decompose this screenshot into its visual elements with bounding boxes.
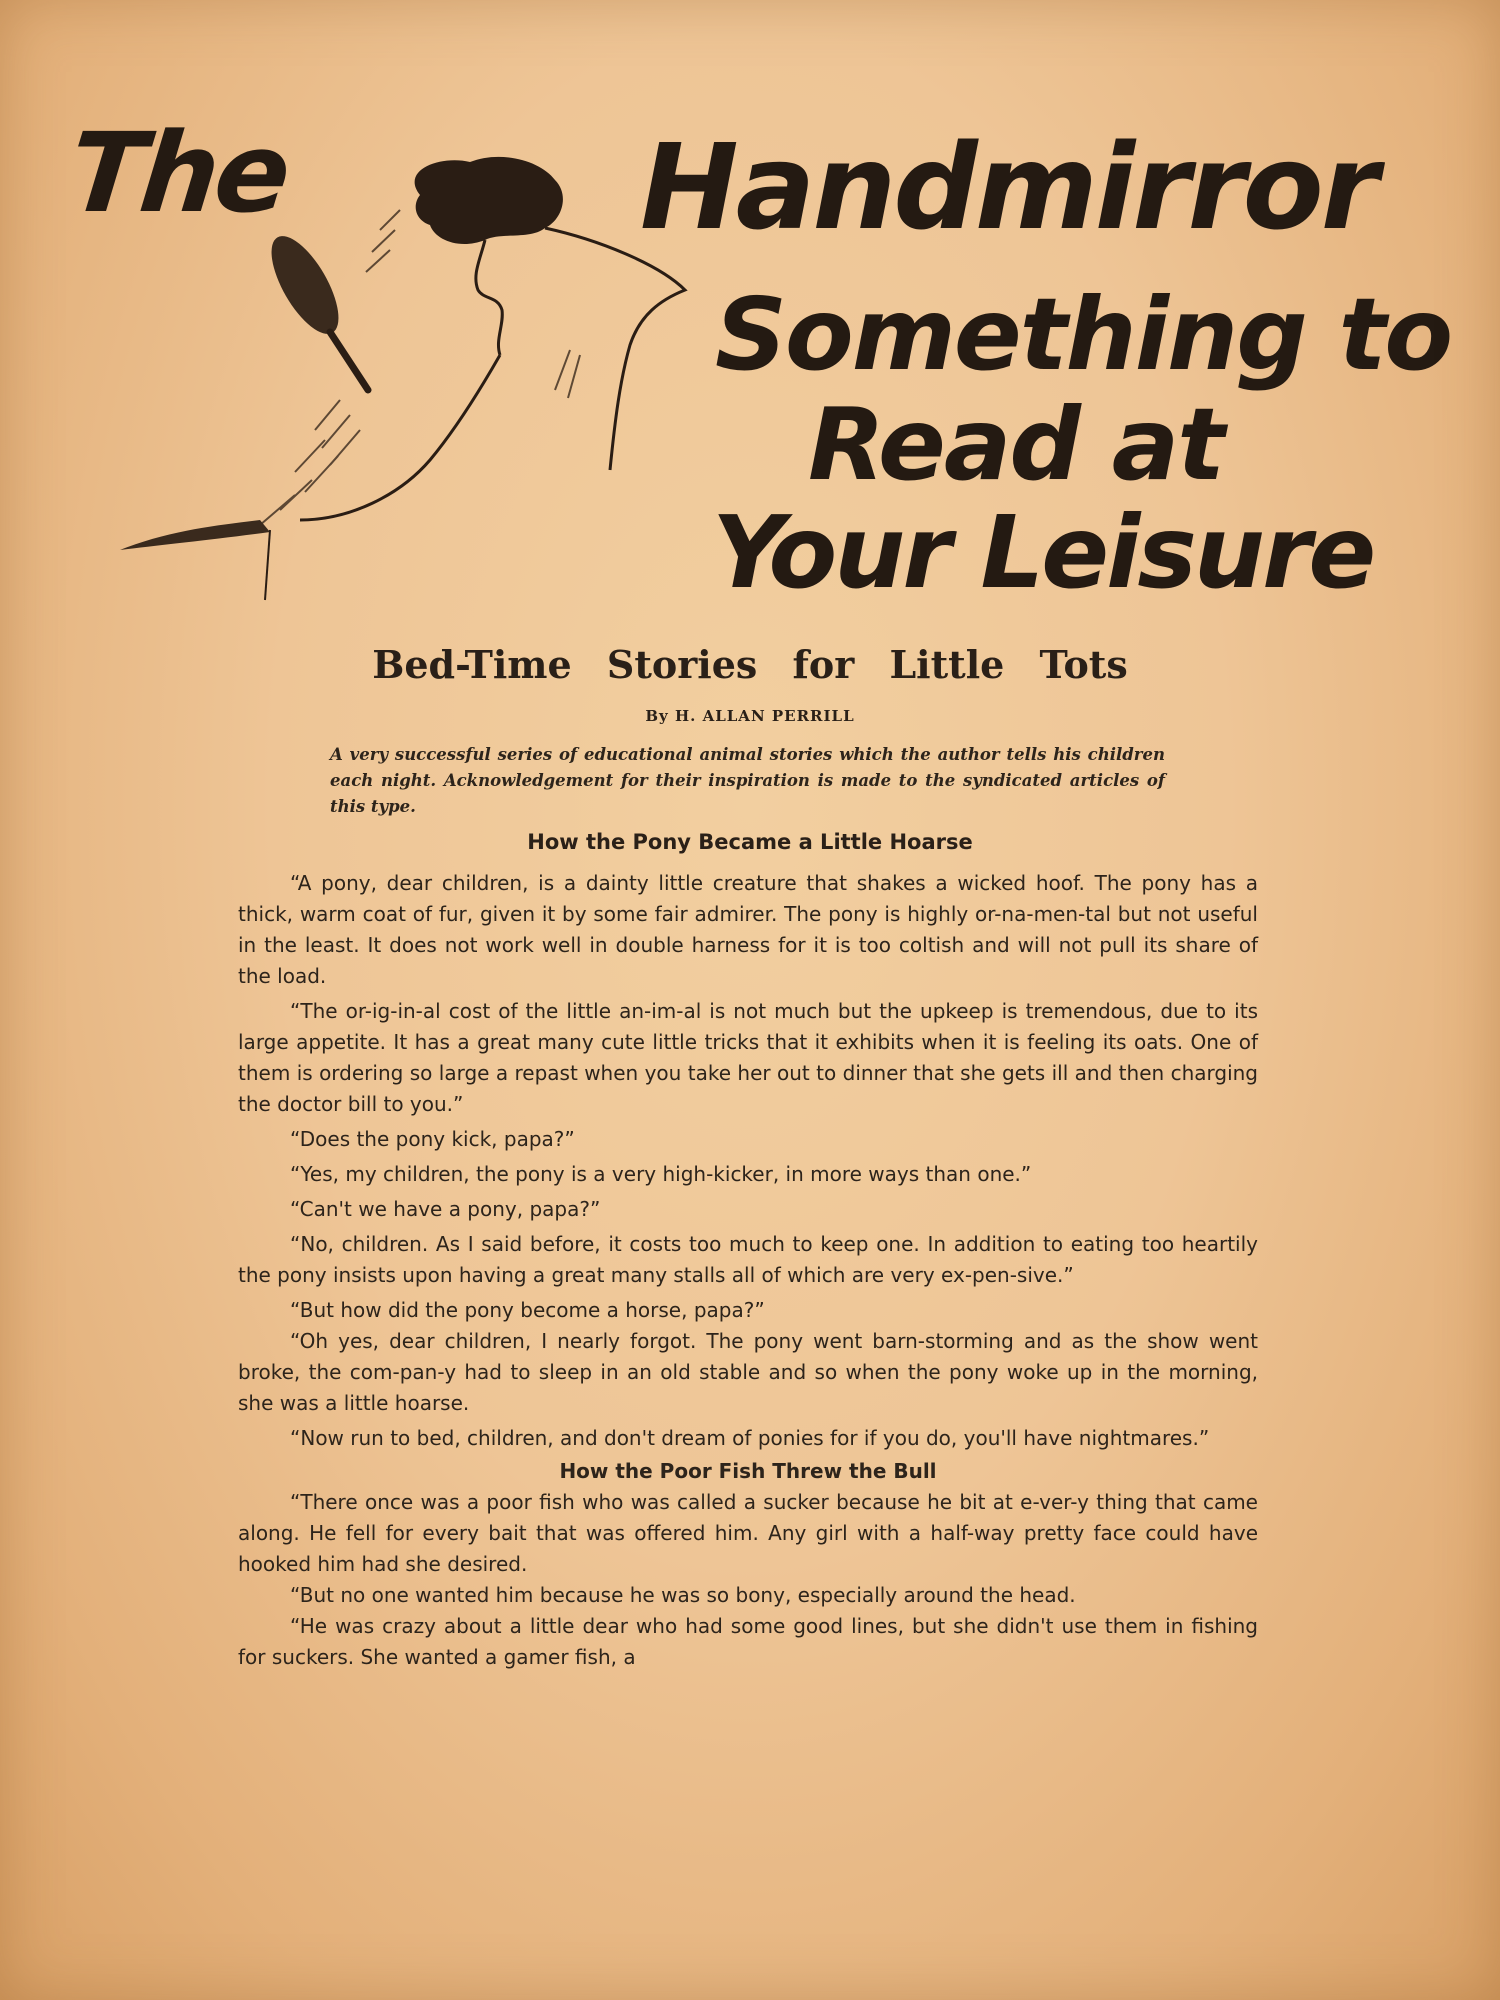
article-body: [238, 868, 1258, 1673]
paragraph: “Oh yes, dear children, I nearly forgot. The pony went barn-storming and as the show went broke, the com-pan-y had to sleep in an old stable and so when the pony woke up in the morning, she was a little hoarse.: [238, 1329, 1258, 1415]
title-handmirror: Handmirror: [640, 118, 1376, 256]
paragraph: “The or-ig-in-al cost of the little an-im-al is not much but the upkeep is tremendous, due to its large appetite. It has a great many cute little tricks that it exhibits when it is feeling its oats. One of them is ordering so large a repast when you take her out to dinner that she gets ill and then charging the doctor bill to you.”: [238, 999, 1258, 1116]
intro-paragraph: A very successful series of educational animal stories which the author tells his children each night. Acknowledgement for their inspiration is made to the syndicated articles of this type.: [330, 745, 1165, 816]
subtitle-line-2: Read at: [808, 386, 1224, 503]
section-2-heading: How the Poor Fish Threw the Bull: [559, 1459, 937, 1483]
paragraph: “But how did the pony become a horse, papa?”: [290, 1298, 765, 1322]
paragraph: “Yes, my children, the pony is a very high-kicker, in more ways than one.”: [290, 1162, 1032, 1186]
drape: [120, 520, 270, 550]
article-heading: Bed-Time Stories for Little Tots: [372, 642, 1128, 687]
byline: By H. ALLAN PERRILL: [645, 707, 855, 725]
paragraph: “There once was a poor fish who was called a sucker because he bit at e-ver-y thing that came along. He fell for every bait that was offered him. Any girl with a half-way pretty face could have hooked him had she desired.: [238, 1490, 1258, 1576]
back-outline: [545, 228, 685, 470]
paragraph: “Can't we have a pony, papa?”: [290, 1197, 601, 1221]
paragraph: “A pony, dear children, is a dainty little creature that shakes a wicked hoof. The pony has a thick, warm coat of fur, given it by some fair admirer. The pony is highly or-na-men-tal but not useful in the least. It does not work well in double harness for it is too coltish and will not pull its share of the load.: [238, 871, 1258, 988]
section-1-heading: How the Pony Became a Little Hoarse: [527, 830, 973, 854]
title-the: The: [63, 109, 293, 237]
subtitle-line-1: Something to: [715, 276, 1452, 393]
paragraph: “Now run to bed, children, and don't dream of ponies for if you do, you'll have nightmares.”: [290, 1426, 1210, 1450]
paragraph: “But no one wanted him because he was so bony, especially around the head.: [290, 1583, 1076, 1607]
drape-tail: [265, 530, 270, 600]
face-outline: [476, 240, 502, 355]
hair: [415, 157, 563, 244]
mirror-handle: [330, 332, 368, 390]
mirror: [258, 226, 351, 343]
paragraph: “No, children. As I said before, it costs too much to keep one. In addition to eating too heartily the pony insists upon having a great many stalls all of which are very ex-pen-sive.”: [238, 1232, 1258, 1287]
paragraph: “Does the pony kick, papa?”: [290, 1127, 575, 1151]
subtitle-line-3: Your Leisure: [712, 494, 1374, 611]
paragraph: “He was crazy about a little dear who had some good lines, but she didn't use them in fishing for suckers. She wanted a gamer fish, a: [238, 1614, 1258, 1669]
